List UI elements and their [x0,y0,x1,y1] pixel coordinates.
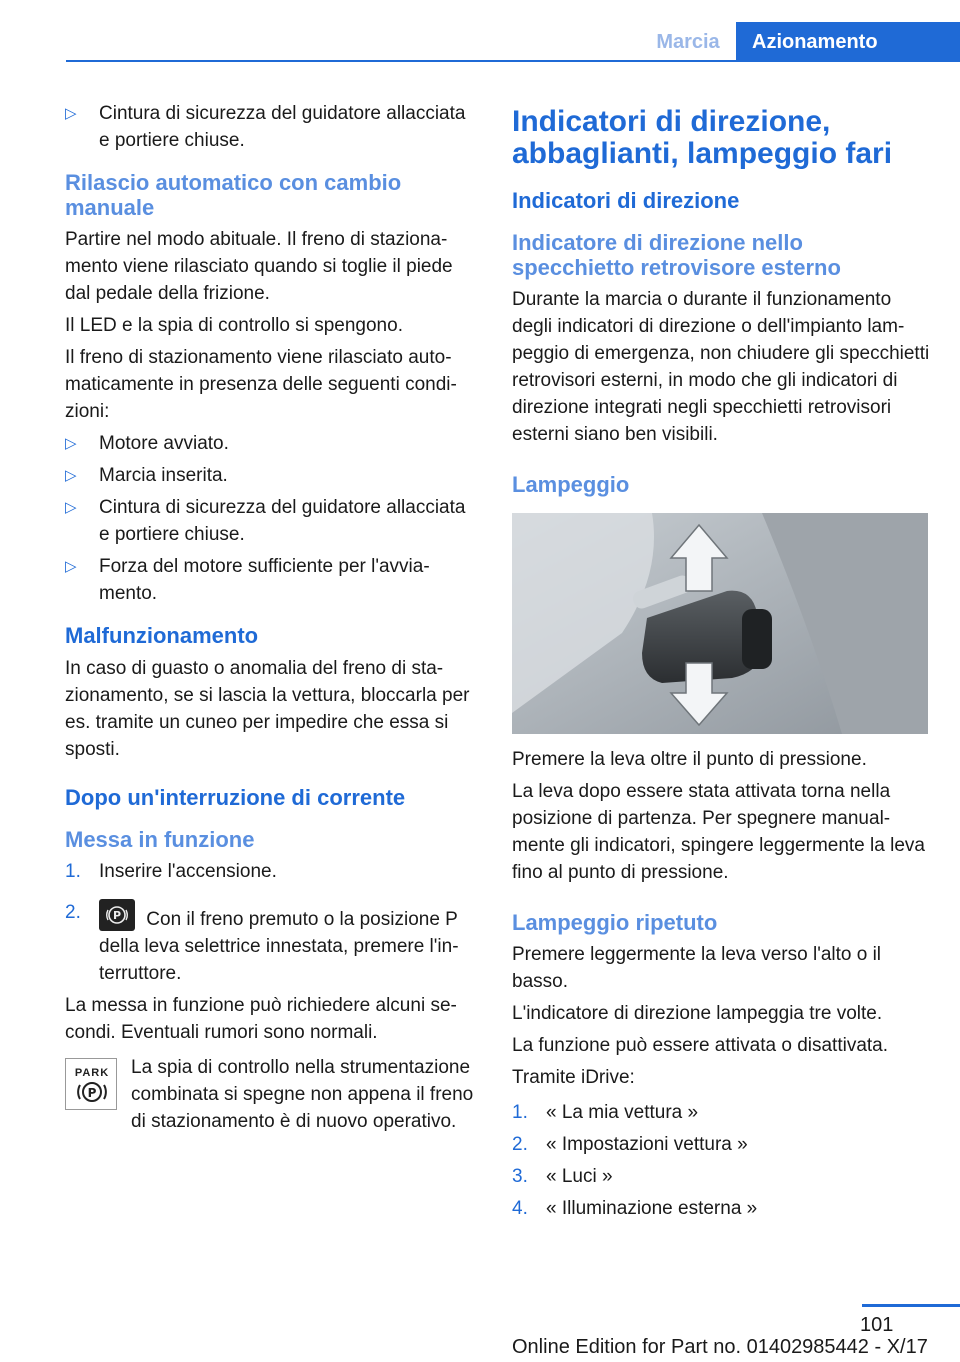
heading-malfunzionamento: Malfunzionamento [65,623,259,648]
right-column [512,100,930,1227]
parking-brake-button-icon [99,899,135,931]
heading-dopo-interruzione: Dopo un'interruzione di corrente [65,785,406,810]
section-title: Indicatori di direzione, abbaglianti, lampeggio fari [512,105,893,170]
page-number: 101 [860,1314,894,1336]
heading-rilascio: Rilascio automatico con cambio manuale [65,170,402,220]
list-item: 2. P Con il freno premuto o la posizione P della leva selettrice innestata, premere l'interruttore. [65,899,480,987]
conditions-list [65,430,480,607]
paragraph: Il freno di stazionamento viene rilasciato automaticamente in presenza delle seguenti condizioni: [65,347,457,422]
paragraph: La spia di controllo nella strumentazione combinata si spegne non appena il freno di stazionamento è di nuovo operativo. [131,1057,474,1132]
list-item: 2. « Impostazioni vettura » [512,1134,748,1155]
paragraph: La leva dopo essere stata attivata torna nella posizione di partenza. Per spegnere manualmente gli indicatori, spingere leggermente la leva fino al punto di pressione. [512,781,925,883]
list-item: 4. « Illuminazione esterna » [512,1198,758,1219]
heading-lampeggio-ripetuto: Lampeggio ripetuto [512,910,718,935]
steps-list [65,858,480,987]
heading-indicatori: Indicatori di direzione [512,188,740,213]
triangle-bullet-icon: ▷ [65,105,77,122]
heading-specchietto: Indicatore di direzione nello specchietto retrovisore esterno [512,230,841,280]
paragraph: Tramite iDrive: [512,1067,635,1088]
list-item: 1. « La mia vettura » [512,1102,699,1123]
park-indicator-block [65,1054,480,1135]
list-item: ▷ Motore avviato. [65,430,480,457]
list-item: ▷ Cintura di sicurezza del guidatore allacciata e portiere chiuse. [65,494,480,548]
triangle-bullet-icon: ▷ [65,558,77,575]
paragraph: Premere leggermente la leva verso l'alto o il basso. [512,944,882,992]
paragraph: La messa in funzione può richiedere alcuni secondi. Eventuali rumori sono normali. [65,995,457,1043]
paragraph: Premere la leva oltre il punto di pressione. [512,749,867,770]
paragraph: In caso di guasto o anomalia del freno di stazionamento, se si lascia la vettura, bloccarla per es. tramite un cuneo per impedire che essa si sposti. [65,658,470,760]
triangle-bullet-icon: ▷ [65,435,77,452]
header-rule [66,60,960,62]
paragraph: Partire nel modo abituale. Il freno di stazionamento viene rilasciato quando si toglie il piede dal pedale della frizione. [65,229,453,304]
park-warning-icon: PARK P [65,1058,117,1110]
edition-note: Online Edition for Part no. 01402985442 - X/17 [512,1336,928,1358]
list-item: 3. « Luci » [512,1166,613,1187]
paragraph: La funzione può essere attivata o disattivata. [512,1035,889,1056]
turn-signal-lever-photo [512,513,928,734]
footer-rule [862,1304,960,1307]
header-tab-marcia[interactable]: Marcia [656,31,720,53]
idrive-menu-path [512,1099,930,1222]
paragraph: Il LED e la spia di controllo si spengono. [65,315,403,336]
list-item: 1. Inserire l'accensione. [65,861,277,882]
heading-messa-in-funzione: Messa in funzione [65,827,255,852]
paragraph: L'indicatore di direzione lampeggia tre volte. [512,1003,883,1024]
list-item: ▷ Marcia inserita. [65,462,480,489]
svg-text:P: P [87,1086,97,1100]
list-item: ▷ Cintura di sicurezza del guidatore allacciata e portiere chiuse. [65,100,480,154]
heading-lampeggio: Lampeggio [512,472,630,497]
triangle-bullet-icon: ▷ [65,467,77,484]
paragraph: Durante la marcia o durante il funzionamento degli indicatori di direzione o dell'impianto lampeggio di emergenza, non chiudere gli specchietti retrovisori esterni, in modo che gli indicatori di direzione integrati negli specchietti retrovisori esterni siano ben visibili. [512,289,930,445]
list-item: ▷ Forza del motore sufficiente per l'avviamento. [65,553,480,607]
header-tab-azionamento[interactable]: Azionamento [736,22,960,62]
left-column [65,100,480,1140]
triangle-bullet-icon: ▷ [65,499,77,516]
bullet-list-top [65,100,480,154]
svg-text:P: P [112,909,122,922]
